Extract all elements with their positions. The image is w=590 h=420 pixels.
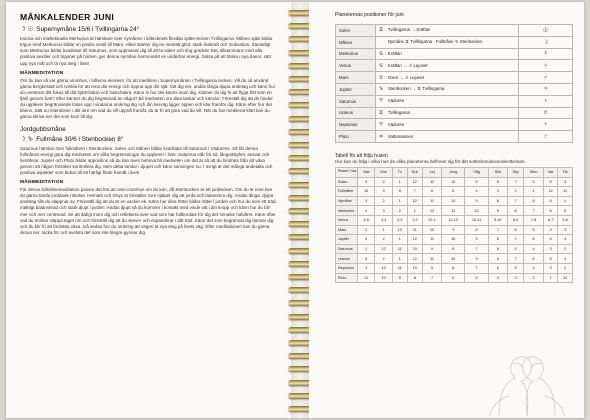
row-header: Saturnus	[336, 244, 358, 254]
table-cell: 8	[488, 254, 507, 264]
planet-position	[375, 25, 518, 37]
planet-name: Uranus	[336, 107, 376, 119]
column-header: Jung	[442, 167, 465, 177]
table-cell: 10	[358, 187, 375, 197]
table-cell: 9	[465, 177, 488, 187]
column-header: Väd	[358, 167, 375, 177]
table-cell: 1	[393, 177, 408, 187]
planet-name: Neptunus	[336, 119, 376, 131]
supernymane-heading-text: Supernymåne 15/6 i Tvillingarna 24°	[36, 26, 140, 34]
corner-label: Planet / Hus	[336, 167, 358, 177]
table-cell: 1	[393, 235, 408, 245]
table-row	[336, 235, 573, 245]
table-cell: 5-6	[558, 215, 573, 225]
planet-name: Mars	[336, 72, 376, 84]
planner-spread	[6, 2, 584, 418]
table-cell: 3	[358, 254, 375, 264]
table-cell: 6	[442, 273, 465, 283]
planet-name: Merkurius	[336, 48, 376, 60]
planet-position	[375, 107, 518, 119]
jordgubbsmane-heading	[20, 127, 277, 133]
table-cell: 7	[488, 225, 507, 235]
zodiac-sign-icon: ♈	[378, 121, 384, 128]
planet-row	[336, 25, 573, 37]
table-row	[336, 196, 573, 206]
planet-positions-table	[335, 24, 573, 143]
table-row	[336, 215, 573, 225]
table-cell: 11	[393, 244, 408, 254]
table-cell: 8	[488, 177, 507, 187]
planet-name: Månen	[336, 36, 376, 48]
table-cell: 6	[422, 187, 441, 197]
table-cell: 5	[442, 187, 465, 197]
zodiac-sign-icon: ♒	[378, 133, 384, 140]
table-cell: 10	[407, 244, 422, 254]
table-cell: 11	[422, 235, 441, 245]
column-header: Vat	[543, 167, 558, 177]
table-cell: 10	[407, 263, 422, 273]
table-cell: 5	[543, 196, 558, 206]
table-cell: 3	[375, 206, 393, 216]
row-header: Nymåne	[336, 196, 358, 206]
fullmane-heading-text: Fullmåne 30/6 i Stenbocken 8°	[36, 135, 124, 143]
table-cell: 7	[507, 254, 523, 264]
zodiac-sign-icon: ♈	[378, 98, 384, 105]
zodiac-sign-icon: ♋	[378, 50, 384, 57]
planet-position-text: Nymåne ♊ Tvillingarna · Fullmåne ♑ Stenbocken	[387, 39, 483, 45]
planet-position	[375, 60, 518, 72]
table-cell: 3	[358, 235, 375, 245]
table-cell: 12	[375, 263, 393, 273]
planet-position-text: Oxen → ♌ Lejonet	[387, 74, 425, 80]
table-cell: 12	[407, 235, 422, 245]
row-header: Jupiter	[336, 235, 358, 245]
planet-name: Venus	[336, 60, 376, 72]
table-cell: 5	[507, 263, 523, 273]
table-cell: 5	[543, 254, 558, 264]
meditation-heading-1: MÅNMEDITATION	[20, 70, 64, 76]
table-cell: 1	[393, 196, 408, 206]
planet-glyph-icon: ♂	[519, 72, 573, 84]
table-cell: 6-7	[543, 215, 558, 225]
table-cell: 9	[393, 273, 408, 283]
planet-row	[336, 48, 573, 60]
supernymane-heading	[20, 27, 277, 33]
twins-illustration	[479, 354, 575, 416]
table-cell: 10	[442, 254, 465, 264]
row-header: Neptunus	[336, 263, 358, 273]
planet-row	[336, 95, 573, 107]
column-header: Sky	[507, 167, 523, 177]
table-cell: 12-1	[422, 215, 441, 225]
row-header: Fullmåne	[336, 187, 358, 197]
table-cell: 5	[558, 206, 573, 216]
table-cell: 11	[407, 225, 422, 235]
table-cell: 8-9	[507, 215, 523, 225]
planet-row	[336, 60, 573, 72]
planet-name: Solen	[336, 25, 376, 37]
table-cell: 1	[393, 254, 408, 264]
column-header: Tv	[393, 167, 408, 177]
table-cell: 2	[507, 187, 523, 197]
planet-glyph-icon: ☽	[519, 36, 573, 48]
planet-row	[336, 131, 573, 143]
table-cell: 4	[558, 235, 573, 245]
table-cell: 7	[507, 177, 523, 187]
table-cell: 4	[488, 273, 507, 283]
planet-position	[375, 119, 518, 131]
table-cell: 4-5	[358, 215, 375, 225]
column-header: Skö	[488, 167, 507, 177]
planet-position-text: Kräftan	[387, 50, 402, 56]
table-cell: 8	[442, 244, 465, 254]
table-cell: 4	[465, 187, 488, 197]
table-cell: 1	[358, 263, 375, 273]
table-cell: 10	[375, 273, 393, 283]
table-cell: 2	[393, 206, 408, 216]
table-cell: 11-12	[442, 215, 465, 225]
table-cell: 11	[393, 263, 408, 273]
table-cell: 11	[422, 196, 441, 206]
table-cell: 4	[358, 206, 375, 216]
planet-position	[375, 95, 518, 107]
table-cell: 3	[507, 273, 523, 283]
column-header: Krä	[407, 167, 422, 177]
planet-glyph-icon: ♃	[519, 83, 573, 95]
table-cell: 11	[358, 273, 375, 283]
table-cell: 11	[558, 187, 573, 197]
planet-glyph-icon: ♄	[519, 95, 573, 107]
planet-position-text: Väduren	[387, 121, 405, 127]
planet-glyph-icon: ☿	[519, 48, 573, 60]
planet-name: Saturnus	[336, 95, 376, 107]
column-header: Lej	[422, 167, 441, 177]
table-cell: 9	[422, 244, 441, 254]
table-cell: 1	[375, 225, 393, 235]
table-cell: 4	[558, 196, 573, 206]
table-cell: 9-10	[488, 215, 507, 225]
table-cell: 3	[358, 177, 375, 187]
planet-position-text: Väduren	[387, 98, 405, 104]
planet-position-text: Tvillingarna → Kräftan	[387, 27, 431, 33]
table-cell: 9	[465, 196, 488, 206]
planet-row	[336, 72, 573, 84]
table-cell: 9	[488, 206, 507, 216]
meditation-text-2: För denna fullmånemeditation passar det bra att vara utomhus om du kan, då Stenbocken är ett jordtecken. Om du är inne kan du gärna tända jordande rökelse. Hematit och Onyx är kristaller som hjälper dig att jorda och balansera dig. Andas långa, djupa andetag tills du slappnar av. Föreställ dig att du är en vacker ek. Känn hur dina fötter bildar rötter i jorden och hur du som ett träd, mäktigt balanserad och stark djupt i jorden. Andas djupt så du kommer i kontakt med vinde väl i din kropp och känn hur du blir mer och mer centrerad. Se att åtdigt inom dig och reflektera över vad som har fullbordats för dig det senaste halvåret. Känn efter vad du önskar släppa taget om och föreställ dig att du skever och expanderar i ditt träd. Känn det som begränsat dig lämnar dig och du blir fri att fortsätta växa. Gå sedan hur du omkring att vägen ta nya steg på livets väg. Efter meditationen kan du gärna skriva ner, tacka för och avsluta det som inte längre gynnar dig.	[20, 187, 277, 235]
table-cell: 2	[375, 177, 393, 187]
table-cell: 2-3	[393, 215, 408, 225]
table-cell: 8	[488, 235, 507, 245]
meditation-heading-2: MÅNMEDITATION	[20, 180, 64, 186]
table-cell: 2	[375, 196, 393, 206]
planet-position-text: Kräftan → ♌ Lejonet	[387, 62, 428, 68]
planet-row	[336, 36, 573, 48]
table-cell: 12	[407, 196, 422, 206]
table-cell: 1	[358, 244, 375, 254]
table-cell: 12	[558, 273, 573, 283]
table-row	[336, 244, 573, 254]
row-header: Uranus	[336, 254, 358, 264]
table-cell: 10	[442, 196, 465, 206]
table-cell: 6	[524, 196, 544, 206]
table-cell: 3-4	[375, 215, 393, 225]
table-cell: 5	[507, 244, 523, 254]
table-cell: 5	[543, 235, 558, 245]
table-cell: 6	[524, 177, 544, 187]
supernymane-text: Kvicka och intellektuella Merkurius är härskare över nymånen i luftecknets flexibla sjätte-tecken Tvillingarna. Månen själv bildar trigon med Merkurius bildar en positiv sextil till Mars, vilket stärker dig en mentalt glöd, stark livskraft och motivation. Samtidigt som Merkurius bildar kvadratur till Saturnus, som uppmanar dig till att ta saker och ting gradvis! Det, tillsammans med alla positiva sextiler och trigoner på himlen, ger denna nymåne harmoniskt en underbar energi. Satsa på att tänka i nya banor, sätt upp nya mål och ta nya steg i livet!	[20, 36, 273, 66]
table-cell: 2	[524, 273, 544, 283]
table-cell: 3	[543, 263, 558, 273]
table-cell: 4	[558, 177, 573, 187]
table-cell: 11	[442, 206, 465, 216]
table-cell: 9	[465, 235, 488, 245]
column-header: Sten	[524, 167, 544, 177]
table-row	[336, 187, 573, 197]
table-cell: 7	[465, 244, 488, 254]
table-cell: 8	[465, 225, 488, 235]
planet-position	[375, 131, 518, 143]
row-header: Merkurius	[336, 206, 358, 216]
planet-glyph-icon: ♀	[519, 60, 573, 72]
table-cell: 9	[422, 263, 441, 273]
table-cell: 7	[507, 196, 523, 206]
row-header: Solen	[336, 177, 358, 187]
moon-capricorn-icon: ☽ ♑	[20, 135, 34, 143]
planet-position	[375, 36, 518, 48]
planet-glyph-icon: ☉	[519, 25, 573, 37]
planet-table-title: Planeternas positioner för juni	[335, 12, 404, 18]
planet-name: Jupiter	[336, 83, 376, 95]
moon-sun-icon: ☽ ☉	[20, 26, 34, 34]
table-cell: 3	[488, 187, 507, 197]
table-row	[336, 263, 573, 273]
planet-position-text: Vattumannen	[387, 133, 414, 139]
table-cell: 1-2	[407, 215, 422, 225]
table-cell: 3	[543, 244, 558, 254]
house-table-header	[336, 167, 573, 177]
table-cell: 12	[393, 225, 408, 235]
table-cell: 8	[407, 273, 422, 283]
table-cell: 9	[442, 225, 465, 235]
fullmane-heading	[20, 137, 277, 143]
table-cell: 5	[543, 177, 558, 187]
table-cell: 7	[407, 187, 422, 197]
table-row	[336, 273, 573, 283]
row-header: Venus	[336, 215, 358, 225]
table-cell: 11	[422, 254, 441, 264]
house-table-subtitle: Hur kan du följa i vilka hus de olika planeterna befinner sig för ditt soltecken/ascendenttecken.	[335, 158, 526, 164]
house-table-title: Tabell för att följa husen	[335, 152, 388, 159]
table-cell: 6	[488, 263, 507, 273]
table-cell: 8	[442, 263, 465, 273]
planet-position-text: Stenbocken → ♊ Tvillingarna	[387, 86, 445, 92]
zodiac-sign-icon: ♊	[378, 27, 384, 34]
table-row	[336, 225, 573, 235]
table-cell: 4	[543, 225, 558, 235]
table-cell: 3	[558, 225, 573, 235]
page-title: MÅNKALENDER JUNI	[20, 12, 115, 22]
row-header: Pluto	[336, 273, 358, 283]
table-cell: 4	[524, 263, 544, 273]
table-cell: 10-11	[465, 215, 488, 225]
planet-name: Pluto	[336, 131, 376, 143]
house-table	[335, 167, 573, 283]
column-header: Fis	[558, 167, 573, 177]
table-cell: 5	[465, 273, 488, 283]
table-cell: 1	[407, 206, 422, 216]
planet-position	[375, 83, 518, 95]
zodiac-sign-icon: ♉	[378, 74, 384, 81]
table-row	[336, 254, 573, 264]
meditation-text-1: Om du kan så var gärna utomhus, i lufterna element, för att meditera i Supernymånen i Tvillingarna tecken. Vill du så använd gärna bergkristall och tvinkla för att rena din energi och öppna upp din själ. Sitt dig ner, andas långa djupa andetag och känn hur du centrerar ditt fokus till ditt hjärtchakra och halschakra. Känn in hur det känns inom dig. Känner du dig fri att flyga fritt som en fjäril genom livet? Eller känner du dig begränsad av något? Bli medveten om dina tankar och känslor. Föreställ dig att de hinder du upplever begränsande löses upp i vindarna omkring dig och din livsväg ligger öppen och klar framför dig. Känn efter hur det känns. Sätt nu intentioner i ditt inre om vad du vill uppnå framåt, du är fri att göra vad du vill. När du har mediterat klart kan du gärna skriva ner det som kom till dig.	[20, 77, 276, 120]
table-cell: 6	[524, 254, 544, 264]
planet-glyph-icon: ♅	[519, 107, 573, 119]
table-cell: 3	[358, 196, 375, 206]
planet-row	[336, 107, 573, 119]
table-cell: 8	[393, 187, 408, 197]
table-cell: 6	[507, 225, 523, 235]
jordgubbsmane-heading-text: Jordgubbsmåne	[20, 126, 66, 134]
table-cell: 6	[524, 235, 544, 245]
table-cell: 8	[507, 206, 523, 216]
planet-position	[375, 72, 518, 84]
table-cell: 12	[407, 177, 422, 187]
table-row	[336, 177, 573, 187]
table-cell: 10	[465, 206, 488, 216]
table-cell: 1	[524, 187, 544, 197]
left-page	[6, 2, 291, 418]
planet-position	[375, 48, 518, 60]
table-cell: 2	[375, 254, 393, 264]
table-cell: 6	[543, 206, 558, 216]
spiral-binding	[291, 2, 309, 418]
table-cell: 2	[375, 235, 393, 245]
table-cell: 2	[558, 263, 573, 273]
table-cell: 12	[407, 254, 422, 264]
table-cell: 4	[524, 244, 544, 254]
table-cell: 4	[558, 254, 573, 264]
table-cell: 7	[524, 206, 544, 216]
table-cell: 7-8	[524, 215, 544, 225]
table-cell: 1	[543, 273, 558, 283]
table-cell: 11	[422, 177, 441, 187]
table-cell: 9	[465, 254, 488, 264]
right-page	[309, 2, 584, 418]
row-header: Mars	[336, 225, 358, 235]
table-cell: 2	[558, 244, 573, 254]
planet-glyph-icon: ♇	[519, 131, 573, 143]
table-cell: 7	[465, 263, 488, 273]
planet-position-text: Tvillingarna	[387, 109, 410, 115]
table-cell: 12	[422, 206, 441, 216]
table-cell: 12	[375, 244, 393, 254]
table-cell: 10	[442, 177, 465, 187]
table-cell: 9	[375, 187, 393, 197]
column-header: Oxe	[375, 167, 393, 177]
zodiac-sign-icon: ♋	[378, 62, 384, 69]
table-cell: 7	[507, 235, 523, 245]
zodiac-sign-icon: ♑	[378, 86, 384, 93]
table-cell: 10	[442, 235, 465, 245]
zodiac-sign-icon: ♊	[378, 109, 384, 116]
table-row	[336, 206, 573, 216]
planet-glyph-icon: ♆	[519, 119, 573, 131]
column-header: Våg	[465, 167, 488, 177]
planet-row	[336, 83, 573, 95]
table-cell: 12	[543, 187, 558, 197]
table-cell: 2	[358, 225, 375, 235]
table-cell: 7	[422, 273, 441, 283]
fullmane-text: Saturnus härskar över fullmånen i Stenbocken. Solen och Månen bildar kvadratur till Saturnus i Vädurens. Så får denna fullmånes energi göra dig medveten om vilka begränsningar du upplever i livet. Saturnus står för tid, långsiktighet, ansvar och livslöksar. Jupiter och Pluto bildar opposition så du kan även behöva bli medveten om det är så att du hindrats från att växa genom att någon försöker kontrollera dig. Men detta landar i djupet och känn sanningen nu. I övrigt är det många andetalla och positiva aspekter som bidrar till ett härligt flöde framåt i livet!	[20, 145, 273, 175]
table-cell: 6	[488, 244, 507, 254]
planet-row	[336, 119, 573, 131]
table-cell: 10	[422, 225, 441, 235]
table-cell: 5	[524, 225, 544, 235]
table-cell: 8	[488, 196, 507, 206]
